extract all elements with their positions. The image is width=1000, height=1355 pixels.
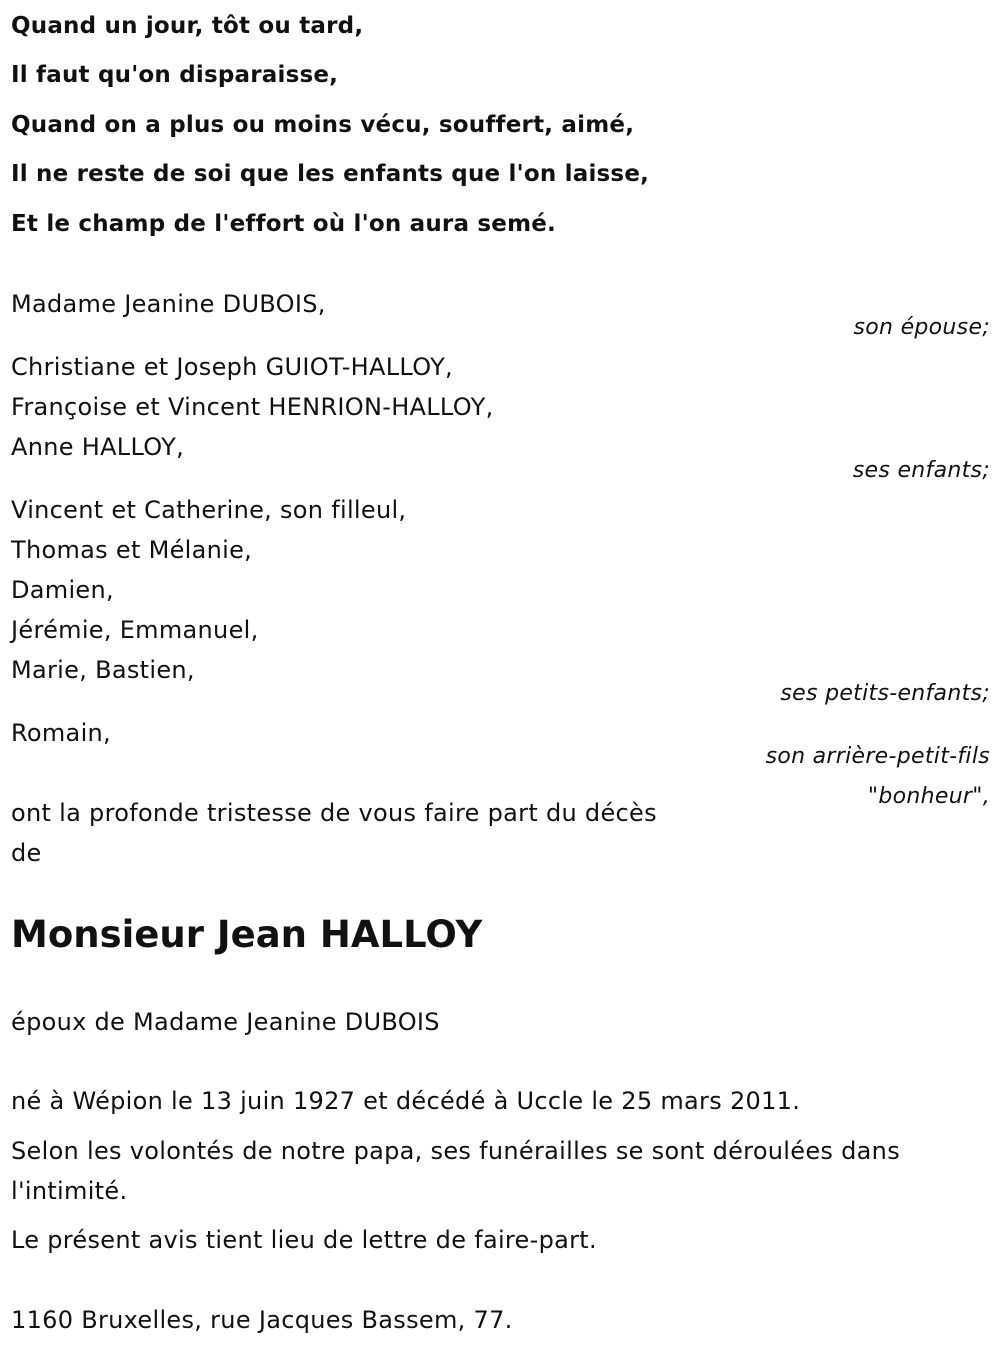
- child-entry: Christiane et Joseph GUIOT-HALLOY,: [11, 353, 453, 381]
- notice-text: Le présent avis tient lieu de lettre de faire-part.: [11, 1226, 597, 1254]
- grandchild-entry: Vincent et Catherine, son filleul,: [11, 496, 407, 524]
- children-role: ses enfants;: [852, 458, 990, 483]
- announcement-text: de: [11, 839, 42, 867]
- poem-line: Quand un jour, tôt ou tard,: [11, 13, 364, 39]
- deceased-name: Monsieur Jean HALLOY: [11, 913, 483, 956]
- child-entry: Françoise et Vincent HENRION-HALLOY,: [11, 393, 494, 421]
- announcement-text: ont la profonde tristesse de vous faire part du décès: [11, 799, 657, 827]
- address-text: 1160 Bruxelles, rue Jacques Bassem, 77.: [11, 1306, 513, 1334]
- grandchild-entry: Thomas et Mélanie,: [11, 536, 253, 564]
- poem-line: Quand on a plus ou moins vécu, souffert, aimé,: [11, 112, 635, 138]
- grandchildren-role: ses petits-enfants;: [780, 681, 990, 706]
- great-grandchild-role: "bonheur",: [867, 784, 990, 809]
- grandchild-entry: Marie, Bastien,: [11, 656, 195, 684]
- poem-line: Il faut qu'on disparaisse,: [11, 62, 339, 88]
- spouse-role: son épouse;: [853, 315, 990, 340]
- funeral-text: Selon les volontés de notre papa, ses funérailles se sont déroulées dans l'intimité.: [11, 1137, 900, 1205]
- poem-line: Et le champ de l'effort où l'on aura semé.: [11, 211, 556, 237]
- great-grandchild-role: son arrière-petit-fils: [765, 744, 990, 769]
- poem-line: Il ne reste de soi que les enfants que l'on laisse,: [11, 161, 650, 187]
- great-grandchild-entry: Romain,: [11, 719, 111, 747]
- child-entry: Anne HALLOY,: [11, 433, 185, 461]
- grandchild-entry: Jérémie, Emmanuel,: [11, 616, 259, 644]
- spouse-of-text: époux de Madame Jeanine DUBOIS: [11, 1008, 440, 1036]
- birth-death-text: né à Wépion le 13 juin 1927 et décédé à Uccle le 25 mars 2011.: [11, 1087, 801, 1115]
- spouse-name: Madame Jeanine DUBOIS,: [11, 290, 326, 318]
- grandchild-entry: Damien,: [11, 576, 114, 604]
